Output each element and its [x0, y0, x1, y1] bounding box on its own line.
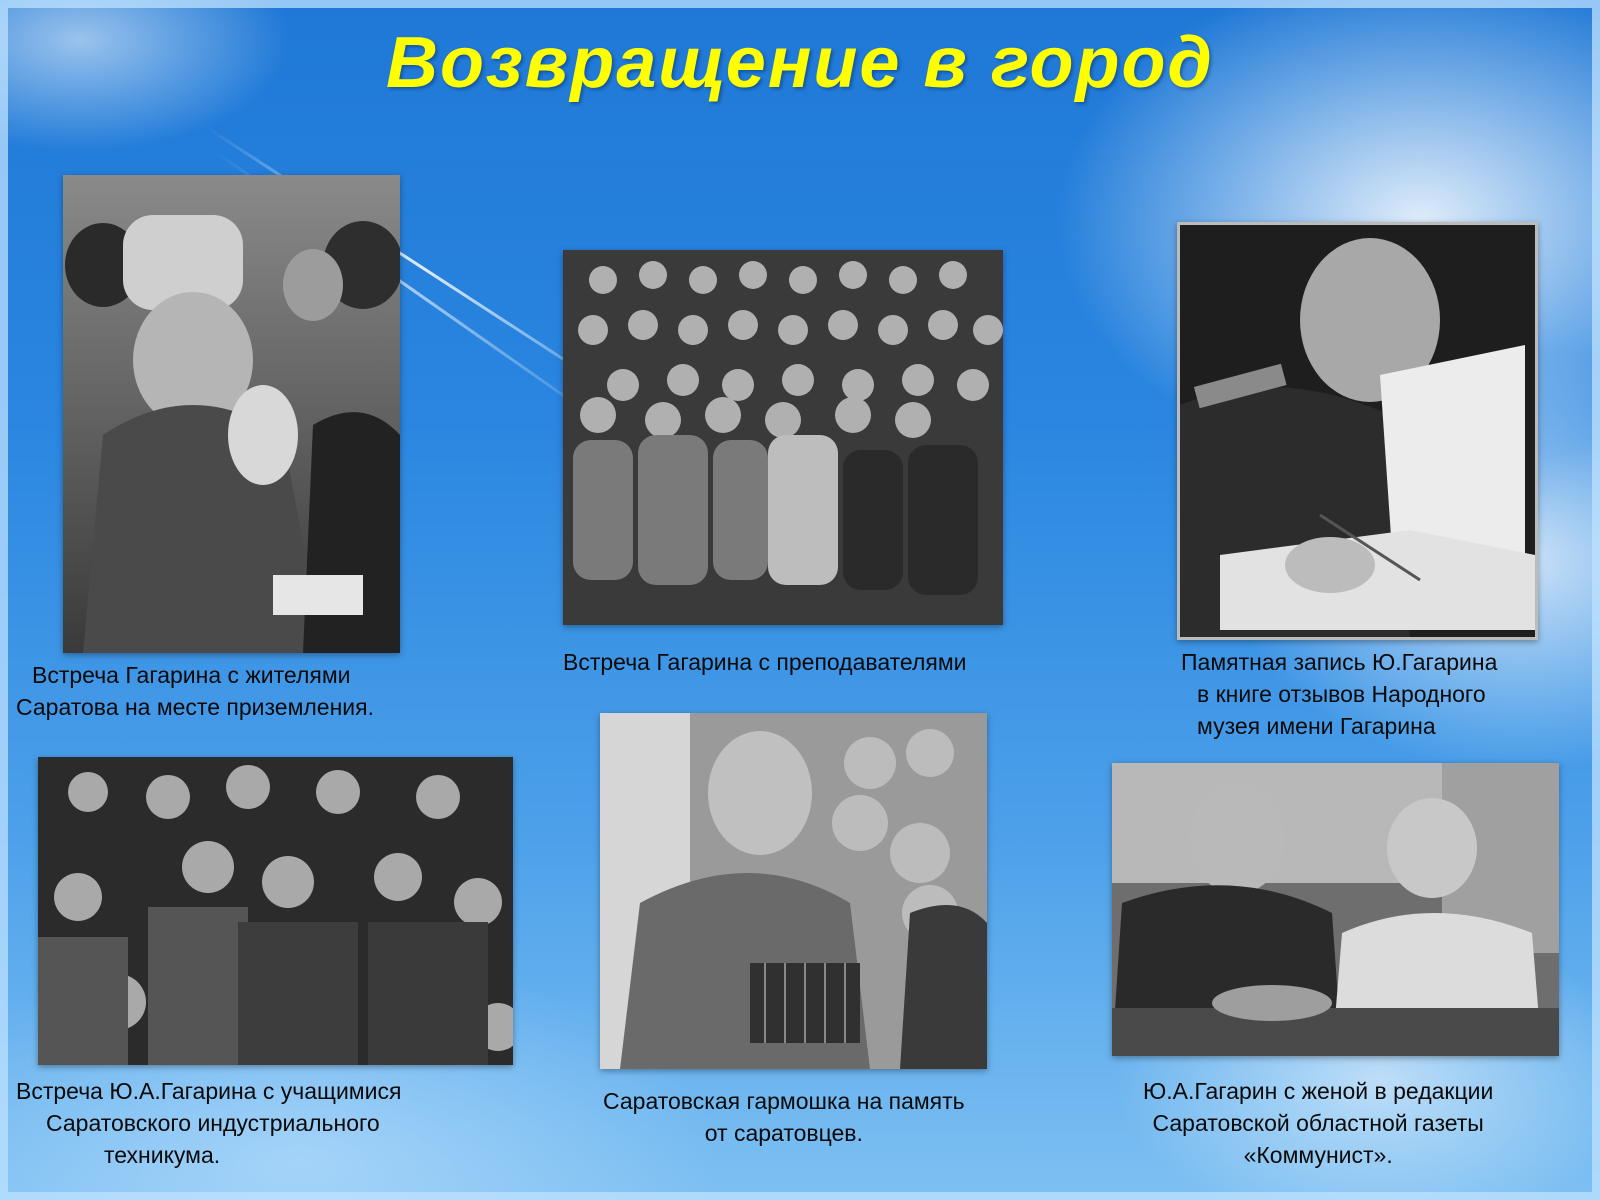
caption-meeting-students	[16, 1075, 401, 1171]
caption-line: Саратовская гармошка на память	[603, 1088, 965, 1114]
caption-saratov-accordion	[603, 1085, 965, 1149]
photo-meeting-students-image	[38, 757, 513, 1065]
caption-line: Встреча Ю.А.Гагарина с учащимися	[16, 1078, 402, 1104]
photo-saratov-accordion	[600, 713, 987, 1069]
caption-memorial-note	[1181, 646, 1497, 742]
caption-newspaper-office	[1143, 1075, 1493, 1171]
caption-line: техникума.	[104, 1142, 221, 1168]
caption-meeting-residents	[16, 659, 374, 723]
caption-line: «Коммунист».	[1243, 1142, 1393, 1168]
photo-newspaper-office	[1112, 763, 1559, 1056]
photo-meeting-teachers-image	[563, 250, 1003, 625]
caption-meeting-teachers	[563, 646, 966, 678]
caption-line: музея имени Гагарина	[1197, 713, 1436, 739]
caption-line: в книге отзывов Народного	[1197, 681, 1486, 707]
slide-title: Возвращение в город	[386, 23, 1214, 103]
caption-line: Памятная запись Ю.Гагарина	[1181, 649, 1498, 675]
photo-meeting-teachers	[563, 250, 1003, 625]
photo-meeting-residents	[63, 175, 400, 653]
caption-line: от саратовцев.	[704, 1120, 863, 1146]
photo-memorial-note-image	[1180, 225, 1535, 637]
caption-line: Встреча Гагарина с жителями	[32, 662, 351, 688]
caption-line: Саратовской областной газеты	[1152, 1110, 1484, 1136]
photo-meeting-residents-image	[63, 175, 400, 653]
photo-newspaper-office-image	[1112, 763, 1559, 1056]
caption-line: Ю.А.Гагарин с женой в редакции	[1143, 1078, 1494, 1104]
caption-line: Саратова на месте приземления.	[16, 694, 374, 720]
photo-memorial-note	[1177, 222, 1538, 640]
photo-meeting-students	[38, 757, 513, 1065]
caption-line: Встреча Гагарина с преподавателями	[563, 649, 967, 675]
caption-line: Саратовского индустриального	[46, 1110, 380, 1136]
photo-saratov-accordion-image	[600, 713, 987, 1069]
